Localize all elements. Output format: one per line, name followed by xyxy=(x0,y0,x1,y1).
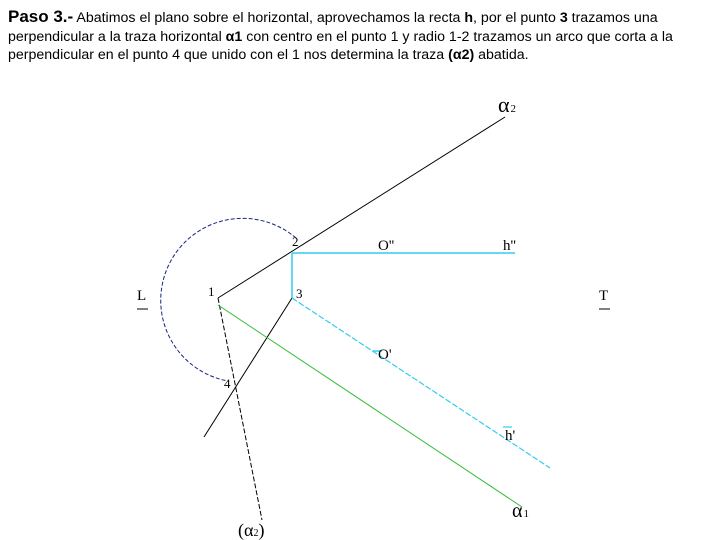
caption-alpha1: α1 xyxy=(225,28,243,45)
caption-part-2: , por el punto xyxy=(473,10,560,26)
caption-line-h: h xyxy=(464,10,474,26)
step-title: Paso 3.- xyxy=(8,7,74,26)
trace-alpha2-rabatted xyxy=(218,305,522,507)
caption-part-4: con centro en el punto 1 y radio 1-2 trazamos un arco que corta a la perpendicular en el punto 4 que unido con el 1 nos determina la traza xyxy=(8,28,673,64)
label-T: T xyxy=(599,288,609,304)
label-h-horizontal: h' xyxy=(505,428,516,444)
trace-alpha2 xyxy=(218,117,505,298)
perpendicular-through-3 xyxy=(204,298,292,437)
caption-part-1: Abatimos el plano sobre el horizontal, aprovechamos la recta xyxy=(73,10,465,26)
label-point-3: 3 xyxy=(296,286,303,301)
caption-part-3: trazamos una perpendicular a la traza horizontal xyxy=(8,10,658,45)
trace-alpha1 xyxy=(218,298,262,520)
caption-alpha2: (α2) xyxy=(448,47,475,64)
label-point-4: 4 xyxy=(224,376,231,391)
label-alpha2-rabatted: (α2) xyxy=(238,520,265,540)
label-o-vertical: O'' xyxy=(378,238,395,254)
label-alpha1: α1 xyxy=(512,500,529,522)
label-h-vertical: h'' xyxy=(503,238,516,254)
label-point-2: 2 xyxy=(292,234,299,249)
arc-radius-1-2 xyxy=(161,218,296,381)
caption-part-5: abatida. xyxy=(474,47,529,64)
label-o-horizontal: O' xyxy=(378,347,392,363)
label-alpha2: α2 xyxy=(498,92,517,117)
caption-point-3: 3 xyxy=(559,10,568,26)
label-L: L xyxy=(137,288,147,304)
label-point-1: 1 xyxy=(208,284,215,299)
